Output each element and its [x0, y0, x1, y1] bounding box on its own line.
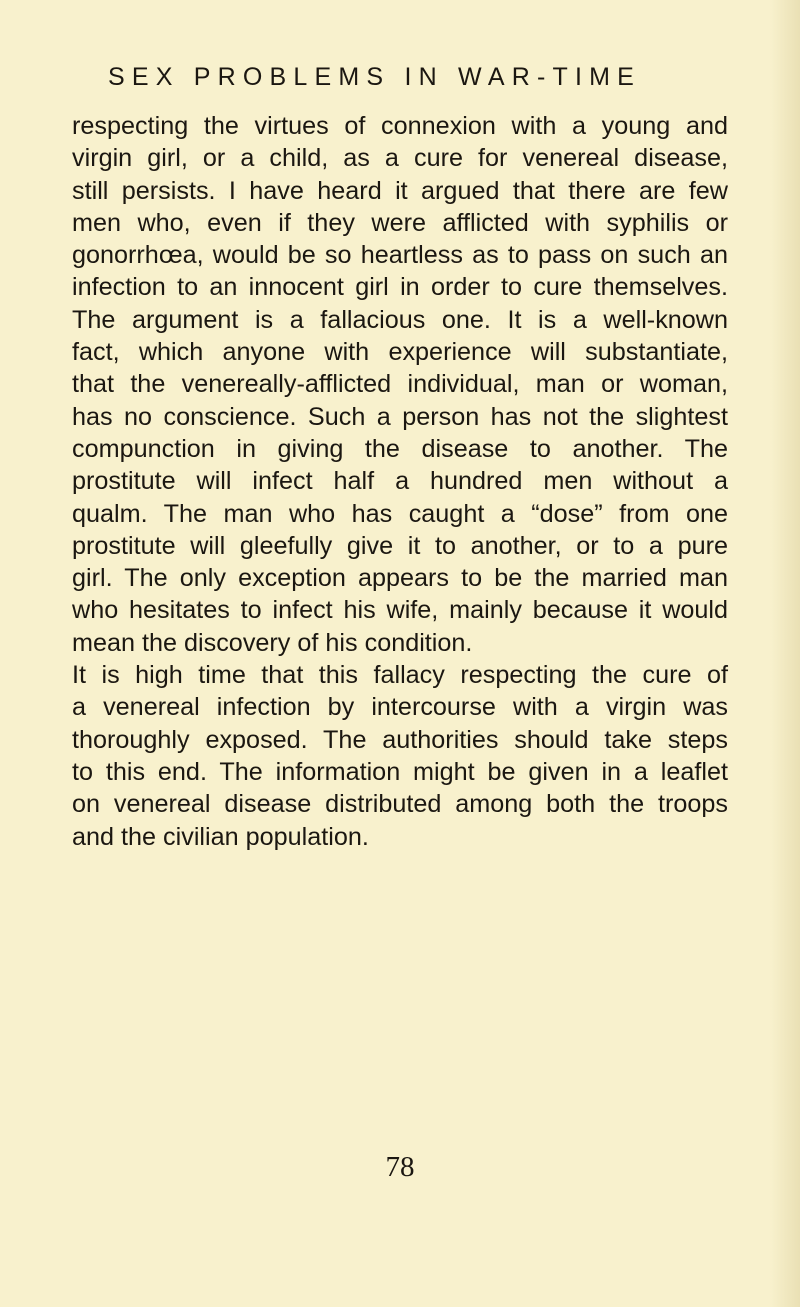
body-text [72, 110, 728, 853]
text-line: mean the discovery of his condition. [72, 628, 473, 657]
page-number: 78 [385, 1151, 415, 1183]
text-line: virgin girl, or a child, as a cure for venereal disease, [72, 144, 728, 173]
text-line: who hesitates to infect his wife, mainly because it would [72, 596, 728, 625]
text-line: infection to an innocent girl in order to cure themselves. [72, 273, 728, 302]
text-line: prostitute will gleefully give it to another, or to a pure [72, 531, 728, 560]
text-line: still persists. I have heard it argued that there are few [72, 176, 728, 205]
text-line: fact, which anyone with experience will substantiate, [72, 338, 728, 367]
text-line: The argument is a fallacious one. It is a well-known [72, 305, 728, 334]
text-line: has no conscience. Such a person has not the slightest [72, 402, 728, 431]
text-line: that the venereally-afflicted individual, man or woman, [72, 370, 728, 399]
text-line: a venereal infection by intercourse with a virgin was [72, 693, 728, 722]
running-head: SEX PROBLEMS IN WAR-TIME [108, 63, 642, 91]
text-line: It is high time that this fallacy respecting the cure of [72, 661, 728, 690]
text-line: gonorrhœa, would be so heartless as to pass on such an [72, 241, 728, 270]
text-line: respecting the virtues of connexion with a young and [72, 112, 728, 140]
text-line: girl. The only exception appears to be the married man [72, 564, 728, 593]
text-line: and the civilian population. [72, 822, 369, 851]
text-line: to this end. The information might be given in a leaflet [72, 757, 728, 786]
page-edge-shadow [770, 0, 800, 1307]
paragraph [72, 110, 728, 659]
text-line: thoroughly exposed. The authorities should take steps [72, 725, 728, 754]
text-line: on venereal disease distributed among both the troops [72, 790, 728, 819]
text-line: men who, even if they were afflicted with syphilis or [72, 208, 728, 237]
text-line: prostitute will infect half a hundred men without a [72, 467, 728, 496]
text-line: qualm. The man who has caught a “dose” from one [72, 499, 728, 528]
paragraph [72, 659, 728, 853]
text-line: compunction in giving the disease to another. The [72, 434, 728, 463]
